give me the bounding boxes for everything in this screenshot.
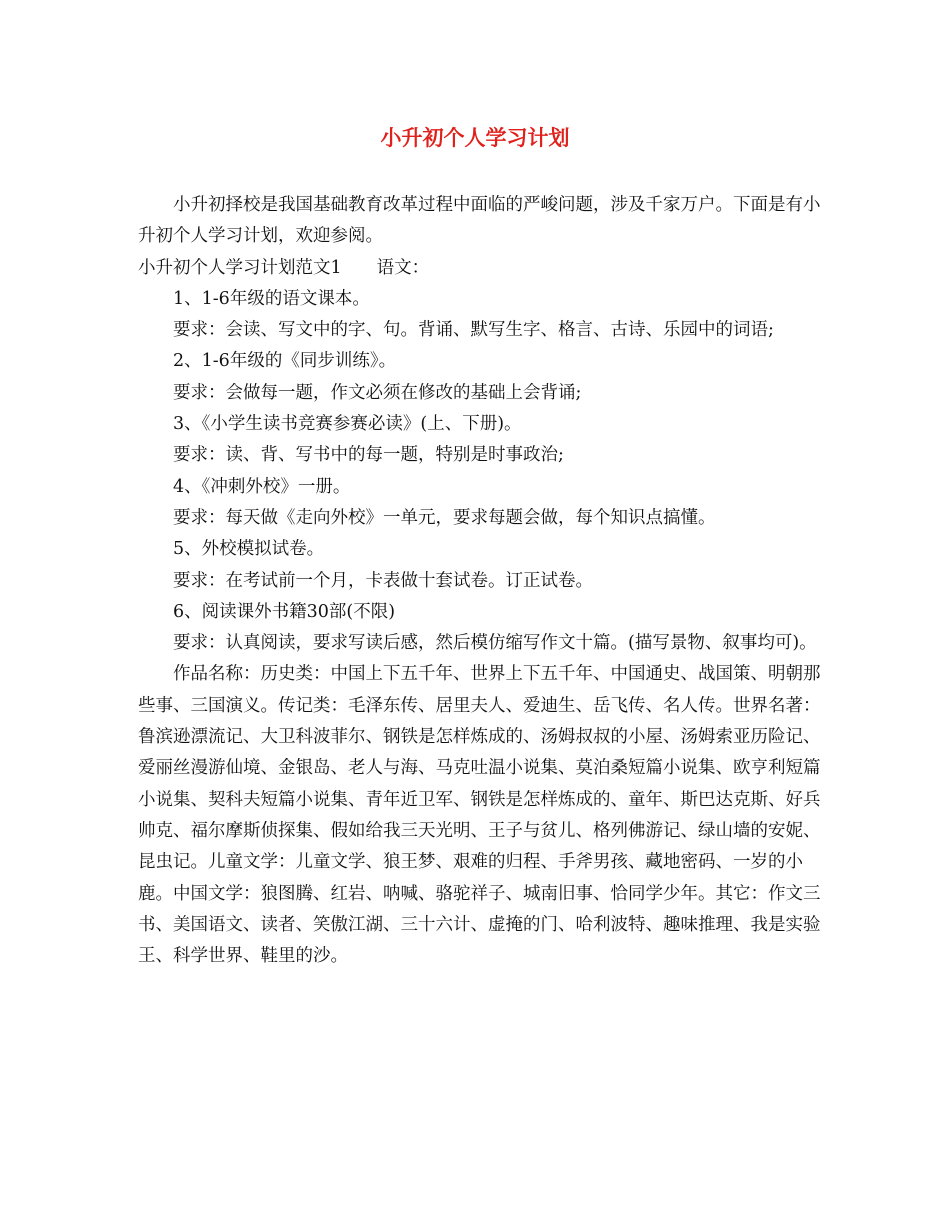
requirement-text: 要求：认真阅读，要求写读后感，然后模仿缩写作文十篇。(描写景物、叙事均可)。 (173, 633, 817, 654)
requirement-text: 要求：读、背、写书中的每一题，特别是时事政治; (173, 445, 564, 466)
list-item: 1、1-6年级的语文课本。 (173, 288, 370, 309)
list-item: 4、《冲刺外校》一册。 (173, 476, 351, 497)
list-item: 6、阅读课外书籍30部(不限) (173, 601, 396, 622)
document-title: 小升初个人学习计划 (380, 125, 570, 150)
requirement-text: 要求：在考试前一个月，卡表做十套试卷。订正试卷。 (173, 570, 593, 591)
section-heading: 小升初个人学习计划范文1 语文： (138, 257, 430, 278)
list-item: 5、外校模拟试卷。 (173, 539, 325, 560)
intro-paragraph: 小升初择校是我国基础教育改革过程中面临的严峻问题，涉及千家万户。下面是有小升初个人学习计划，欢迎参阅。 (138, 195, 821, 247)
document-body (138, 190, 828, 972)
requirement-text: 要求：每天做《走向外校》一单元，要求每题会做，每个知识点搞懂。 (173, 507, 716, 528)
requirement-text: 要求：会做每一题，作文必须在修改的基础上会背诵; (173, 382, 582, 403)
list-item: 3、《小学生读书竞赛参赛必读》(上、下册)。 (173, 414, 522, 435)
requirement-text: 要求：会读、写文中的字、句。背诵、默写生字、格言、古诗、乐园中的词语; (173, 320, 774, 341)
list-item: 2、1-6年级的《同步训练》。 (173, 351, 397, 372)
book-list-paragraph: 作品名称：历史类：中国上下五千年、世界上下五千年、中国通史、战国策、明朝那些事、三国演义。传记类：毛泽东传、居里夫人、爱迪生、岳飞传、名人传。世界名著：鲁滨逊漂流记、大卫科波菲尔、钢铁是怎样炼成的、汤姆叔叔的小屋、汤姆索亚历险记、爱丽丝漫游仙境、金银岛、老人与海、马克吐温小说集、莫泊桑短篇小说集、欧亨利短篇小说集、契科夫短篇小说集、青年近卫军、钢铁是怎样炼成的、童年、斯巴达克斯、好兵帅克、福尔摩斯侦探集、假如给我三天光明、王子与贫儿、格列佛游记、绿山墙的安妮、昆虫记。儿童文学：儿童文学、狼王梦、艰难的归程、手斧男孩、藏地密码、一岁的小鹿。中国文学：狼图腾、红岩、呐喊、骆驼祥子、城南旧事、恰同学少年。其它：作文三书、美国语文、读者、笑傲江湖、三十六计、虚掩的门、哈利波特、趣味推理、我是实验王、科学世界、鞋里的沙。 (138, 664, 821, 967)
